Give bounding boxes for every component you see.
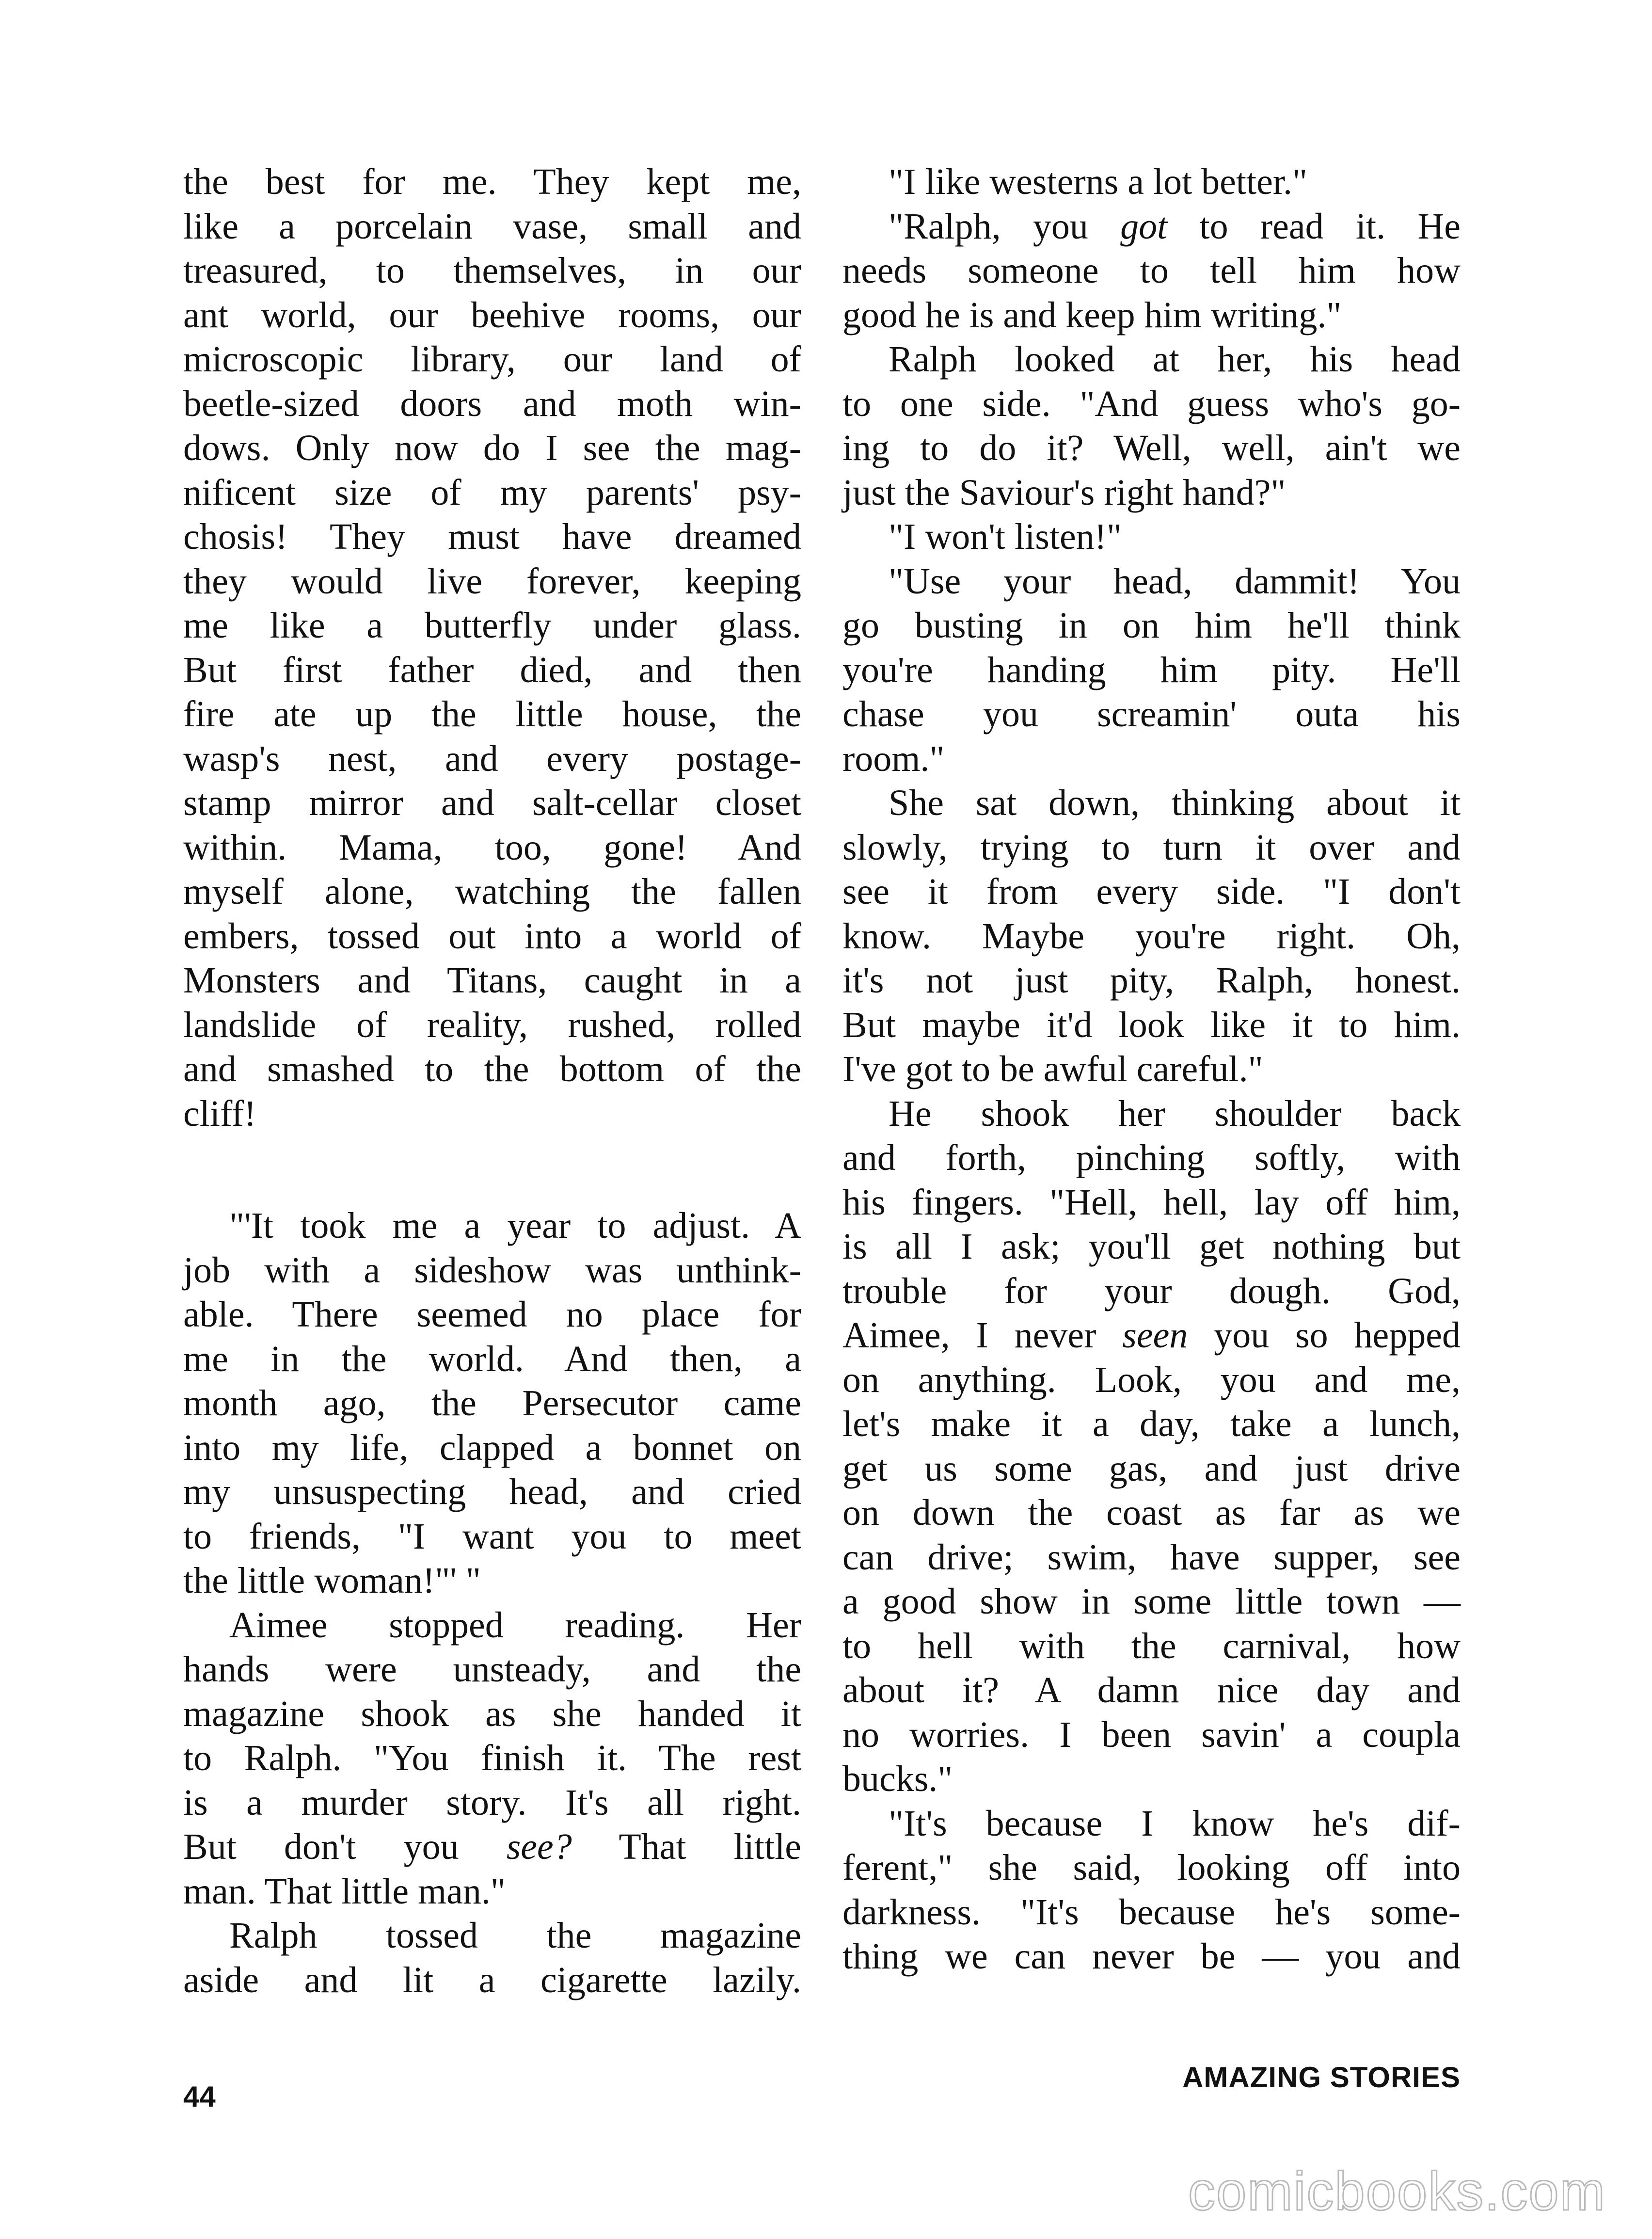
- text-fragment: able. There seemed no place for: [183, 1294, 801, 1335]
- text-fragment: landslide of reality, rushed, rolled: [183, 1004, 801, 1045]
- text-line: [183, 914, 801, 959]
- text-fragment: about it? A damn nice day and: [842, 1670, 1461, 1711]
- text-fragment: go busting in on him he'll think: [842, 605, 1461, 646]
- watermark: comicbooks.com: [1188, 2161, 1606, 2222]
- text-line: [842, 1757, 1461, 1802]
- text-fragment: room.": [842, 738, 945, 779]
- text-fragment: you so hepped: [1188, 1315, 1461, 1356]
- text-line: [183, 870, 801, 914]
- text-line: [183, 1736, 801, 1781]
- text-line: [183, 737, 801, 782]
- text-fragment: Ralph tossed the magazine: [229, 1915, 801, 1956]
- text-line: [842, 1580, 1461, 1624]
- emphasis-text: see?: [506, 1826, 572, 1867]
- text-fragment: "Use your head, dammit! You: [889, 560, 1461, 602]
- text-fragment: chosis! They must have dreamed: [183, 516, 801, 557]
- text-fragment: hands were unsteady, and the: [183, 1649, 801, 1690]
- text-fragment: to hell with the carnival, how: [842, 1625, 1461, 1666]
- text-fragment: myself alone, watching the fallen: [183, 871, 801, 912]
- text-line: [183, 1293, 801, 1337]
- text-line: [183, 1426, 801, 1471]
- text-line: [183, 1337, 801, 1382]
- text-line: [183, 1003, 801, 1048]
- text-fragment: darkness. "It's because he's some-: [842, 1891, 1461, 1933]
- text-line: [842, 1668, 1461, 1713]
- text-fragment: into my life, clapped a bonnet on: [183, 1427, 801, 1468]
- text-fragment: like a porcelain vase, small and: [183, 206, 801, 247]
- text-fragment: man. That little man.": [183, 1871, 506, 1912]
- text-line: [842, 515, 1461, 560]
- text-line: [183, 826, 801, 870]
- text-fragment: on anything. Look, you and me,: [842, 1359, 1461, 1400]
- text-line: [842, 1358, 1461, 1403]
- text-fragment: magazine shook as she handed it: [183, 1693, 801, 1734]
- text-line: [842, 1269, 1461, 1314]
- text-line: [842, 1713, 1461, 1758]
- text-fragment: know. Maybe you're right. Oh,: [842, 915, 1461, 957]
- text-line: [842, 870, 1461, 914]
- text-line: [183, 648, 801, 693]
- text-fragment: to Ralph. "You finish it. The rest: [183, 1738, 801, 1778]
- text-fragment: to one side. "And guess who's go-: [842, 383, 1461, 424]
- text-line: [183, 293, 801, 338]
- text-line: [842, 1535, 1461, 1580]
- text-fragment: thing we can never be — you and: [842, 1936, 1461, 1977]
- text-line: [842, 959, 1461, 1003]
- text-fragment: a good show in some little town —: [842, 1581, 1461, 1622]
- text-fragment: aside and lit a cigarette lazily.: [183, 1959, 801, 2000]
- text-fragment: needs someone to tell him how: [842, 250, 1461, 291]
- text-fragment: microscopic library, our land of: [183, 339, 801, 380]
- text-fragment: me like a butterfly under glass.: [183, 605, 801, 646]
- text-line: [183, 1781, 801, 1825]
- text-line: [183, 692, 801, 737]
- text-fragment: trouble for your dough. God,: [842, 1270, 1461, 1311]
- text-fragment: and smashed to the bottom of the: [183, 1049, 801, 1089]
- text-line: [842, 1935, 1461, 1979]
- text-fragment: bucks.": [842, 1759, 953, 1799]
- text-fragment: ing to do it? Well, well, ain't we: [842, 428, 1461, 468]
- text-line: [842, 1802, 1461, 1846]
- text-line: [183, 382, 801, 427]
- text-fragment: She sat down, thinking about it: [889, 783, 1461, 823]
- text-fragment: good he is and keep him writing.": [842, 294, 1342, 336]
- text-fragment: is a murder story. It's all right.: [183, 1782, 801, 1823]
- text-line: [842, 1047, 1461, 1092]
- text-fragment: on down the coast as far as we: [842, 1492, 1461, 1533]
- paragraph-gap: [183, 1136, 801, 1204]
- text-fragment: can drive; swim, have supper, see: [842, 1536, 1461, 1578]
- running-title: AMAZING STORIES: [1182, 2061, 1461, 2094]
- text-fragment: it's not just pity, Ralph, honest.: [842, 960, 1461, 1001]
- text-fragment: That little: [572, 1826, 801, 1867]
- text-fragment: within. Mama, too, gone! And: [183, 827, 801, 868]
- text-fragment: let's make it a day, take a lunch,: [842, 1404, 1461, 1444]
- text-line: [842, 1447, 1461, 1491]
- text-fragment: the little woman!"' ": [183, 1560, 481, 1601]
- text-line: [842, 737, 1461, 782]
- text-line: [842, 1003, 1461, 1048]
- text-fragment: see it from every side. "I don't: [842, 871, 1461, 912]
- text-line: [842, 1890, 1461, 1935]
- text-line: [183, 1515, 801, 1559]
- text-line: [183, 1559, 801, 1603]
- text-line: [842, 1136, 1461, 1181]
- text-line: [183, 604, 801, 648]
- text-fragment: is all I ask; you'll get nothing but: [842, 1226, 1461, 1267]
- text-line: [842, 826, 1461, 870]
- text-fragment: Aimee, I never: [842, 1315, 1123, 1356]
- text-line: [842, 205, 1461, 249]
- emphasis-text: seen: [1122, 1315, 1188, 1356]
- text-fragment: his fingers. "Hell, hell, lay off him,: [842, 1182, 1461, 1223]
- text-line: [183, 249, 801, 293]
- text-line: [842, 382, 1461, 427]
- text-fragment: chase you screamin' outa his: [842, 694, 1461, 735]
- text-fragment: Ralph looked at her, his head: [889, 339, 1461, 380]
- text-line: [842, 293, 1461, 338]
- text-line: [842, 471, 1461, 515]
- text-line: [842, 1624, 1461, 1669]
- text-fragment: get us some gas, and just drive: [842, 1448, 1461, 1489]
- text-fragment: He shook her shoulder back: [889, 1093, 1461, 1134]
- text-fragment: "Ralph, you: [889, 206, 1121, 247]
- text-fragment: "I won't listen!": [889, 516, 1122, 557]
- text-fragment: my unsuspecting head, and cried: [183, 1471, 801, 1512]
- text-line: [183, 1914, 801, 1958]
- text-line: [183, 781, 801, 826]
- text-line: [842, 1092, 1461, 1136]
- text-fragment: "It's because I know he's dif-: [889, 1803, 1461, 1844]
- text-line: [183, 959, 801, 1003]
- text-fragment: and forth, pinching softly, with: [842, 1137, 1461, 1178]
- text-fragment: dows. Only now do I see the mag-: [183, 428, 801, 468]
- text-line: [183, 1825, 801, 1870]
- text-line: [842, 1402, 1461, 1447]
- text-line: [183, 337, 801, 382]
- text-fragment: But don't you: [183, 1826, 507, 1867]
- text-fragment: cliff!: [183, 1093, 256, 1134]
- text-fragment: ant world, our beehive rooms, our: [183, 294, 801, 336]
- text-line: [842, 1313, 1461, 1358]
- text-fragment: stamp mirror and salt-cellar closet: [183, 783, 801, 823]
- text-line: [842, 781, 1461, 826]
- text-fragment: job with a sideshow was unthink-: [183, 1249, 801, 1291]
- text-line: [842, 1846, 1461, 1890]
- text-line: [183, 1047, 801, 1092]
- text-line: [183, 1470, 801, 1515]
- text-fragment: ferent," she said, looking off into: [842, 1847, 1461, 1888]
- text-line: [842, 692, 1461, 737]
- text-line: [183, 1958, 801, 2003]
- text-fragment: nificent size of my parents' psy-: [183, 472, 801, 513]
- text-fragment: they would live forever, keeping: [183, 560, 801, 602]
- right-text-column: [842, 160, 1461, 1979]
- text-line: [183, 1692, 801, 1737]
- text-line: [183, 1092, 801, 1136]
- text-line: [183, 1647, 801, 1692]
- text-line: [842, 337, 1461, 382]
- text-line: [183, 1870, 801, 1914]
- text-line: [183, 1204, 801, 1248]
- text-line: [842, 604, 1461, 648]
- text-fragment: just the Saviour's right hand?": [842, 472, 1286, 513]
- text-line: [183, 560, 801, 604]
- text-fragment: to friends, "I want you to meet: [183, 1516, 801, 1557]
- text-line: [183, 1603, 801, 1648]
- text-fragment: beetle-sized doors and moth win-: [183, 383, 801, 424]
- text-fragment: fire ate up the little house, the: [183, 694, 801, 735]
- text-line: [842, 914, 1461, 959]
- text-line: [183, 515, 801, 560]
- text-line: [842, 426, 1461, 471]
- text-line: [842, 249, 1461, 293]
- text-fragment: wasp's nest, and every postage-: [183, 738, 801, 779]
- text-line: [842, 1225, 1461, 1269]
- text-line: [842, 1491, 1461, 1535]
- text-fragment: "I like westerns a lot better.": [889, 161, 1308, 202]
- text-line: [183, 1381, 801, 1426]
- text-line: [183, 160, 801, 205]
- emphasis-text: got: [1120, 206, 1168, 247]
- text-fragment: me in the world. And then, a: [183, 1338, 801, 1379]
- text-fragment: you're handing him pity. He'll: [842, 649, 1461, 690]
- text-fragment: Aimee stopped reading. Her: [229, 1604, 801, 1646]
- text-fragment: to read it. He: [1167, 206, 1461, 247]
- page-number: 44: [183, 2080, 216, 2113]
- text-fragment: no worries. I been savin' a coupla: [842, 1714, 1461, 1755]
- text-fragment: treasured, to themselves, in our: [183, 250, 801, 291]
- text-line: [842, 160, 1461, 205]
- text-line: [183, 471, 801, 515]
- text-line: [842, 560, 1461, 604]
- text-fragment: Monsters and Titans, caught in a: [183, 960, 801, 1001]
- text-fragment: But maybe it'd look like it to him.: [842, 1004, 1461, 1045]
- text-line: [842, 1181, 1461, 1225]
- text-fragment: month ago, the Persecutor came: [183, 1383, 801, 1423]
- left-text-column: [183, 160, 801, 2002]
- text-line: [183, 426, 801, 471]
- text-fragment: the best for me. They kept me,: [183, 161, 801, 202]
- text-fragment: I've got to be awful careful.": [842, 1049, 1263, 1089]
- text-fragment: slowly, trying to turn it over and: [842, 827, 1461, 868]
- text-line: [183, 205, 801, 249]
- text-fragment: embers, tossed out into a world of: [183, 915, 801, 957]
- text-line: [183, 1248, 801, 1293]
- text-fragment: "'It took me a year to adjust. A: [229, 1205, 801, 1246]
- text-fragment: But first father died, and then: [183, 649, 801, 690]
- text-line: [842, 648, 1461, 693]
